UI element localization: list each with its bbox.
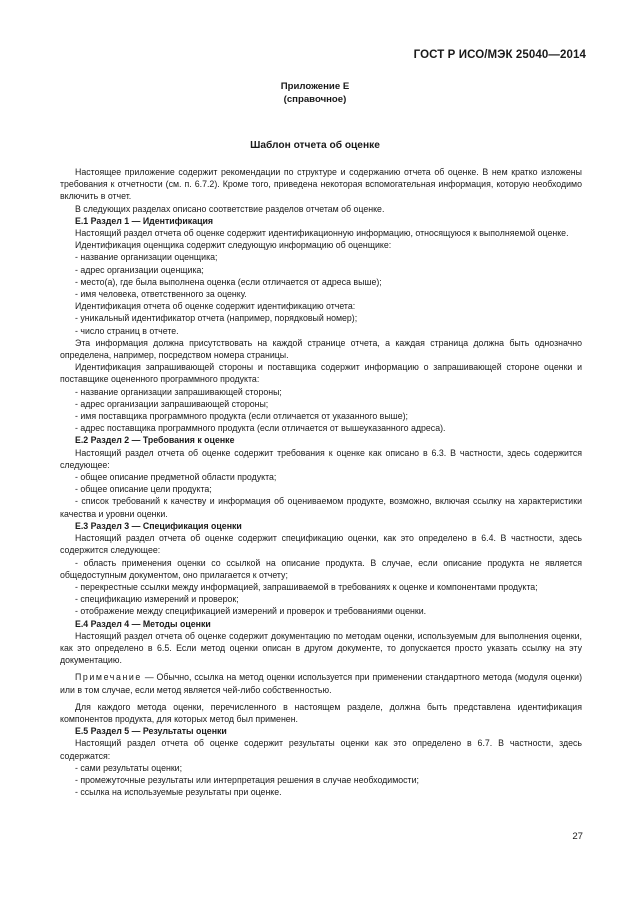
list-item: - спецификацию измерений и проверок; — [75, 594, 239, 605]
annex-kind: (справочное) — [283, 94, 347, 105]
document-title: Шаблон отчета об оценке — [250, 140, 380, 151]
document-body — [60, 166, 582, 798]
note-paragraph — [60, 671, 582, 695]
body-paragraph: Идентификация отчета об оценке содержит идентификацию отчета: — [75, 301, 356, 312]
annex-heading — [0, 80, 630, 106]
list-item: - область применения оценки со ссылкой на описание продукта. В случае, если описание продукта не является общедоступным документом, оно прилагается к отчету; — [60, 557, 582, 580]
list-item: - промежуточные результаты или интерпретация решения в случае необходимости; — [75, 774, 419, 785]
section-heading: Е.2 Раздел 2 — Требования к оценке — [75, 435, 235, 446]
list-item: - ссылка на используемые результаты при оценке. — [75, 787, 282, 798]
body-paragraph: Идентификация оценщика содержит следующую информацию об оценщике: — [75, 240, 392, 251]
section-heading: Е.3 Раздел 3 — Спецификация оценки — [75, 520, 242, 531]
list-item: - отображение между спецификацией измерений и проверок и требованиями оценки. — [75, 606, 427, 617]
body-paragraph: Идентификация запрашивающей стороны и поставщика содержит информацию о запрашивающей стороне оценки и поставщике оцененного программного продукта: — [60, 362, 582, 385]
note-label: Примечание — [75, 672, 142, 683]
list-item: - перекрестные ссылки между информацией, запрашиваемой в требованиях к оценке и компонентами продукта; — [75, 581, 538, 592]
list-item: - адрес организации оценщика; — [75, 264, 204, 275]
body-paragraph: Настоящий раздел отчета об оценке содержит результаты оценки как это определено в 6.7. В частности, здесь содержатся: — [60, 738, 582, 761]
body-paragraph: Настоящий раздел отчета об оценке содержит документацию по методам оценки, используемым для выполнения оценки, как это определено в 6.5. Если метод оценки описан в другом документе, то допускается просто указать ссылку на эту документацию. — [60, 630, 582, 666]
note-text: — Обычно, ссылка на метод оценки используется при применении стандартного метода (модуля оценки) или в том случае, если метод является чей-либо собственностью. — [60, 672, 582, 695]
list-item: - сами результаты оценки; — [75, 762, 183, 773]
body-paragraph: Эта информация должна присутствовать на каждой странице отчета, а каждая страница должна быть однозначно определена, например, посредством номера страницы. — [60, 337, 582, 361]
annex-label: Приложение Е — [280, 81, 350, 92]
section-heading: Е.1 Раздел 1 — Идентификация — [75, 215, 214, 226]
standard-header: ГОСТ Р ИСО/МЭК 25040—2014 — [413, 49, 586, 61]
body-paragraph: Настоящее приложение содержит рекомендации по структуре и содержанию отчета об оценке. В нем кратко изложены требования к отчетности (см. п. 6.7.2). Кроме того, приведена некоторая вспомогательная информация, которую необходимо включить в отчет. — [60, 167, 582, 202]
body-paragraph: Настоящий раздел отчета об оценке содержит спецификацию оценки, как это определено в 6.4. В частности, здесь содержится следующее: — [60, 533, 582, 556]
section-heading: Е.4 Раздел 4 — Методы оценки — [75, 618, 211, 629]
list-item: - имя человека, ответственного за оценку. — [75, 289, 247, 300]
list-item: - название организации оценщика; — [75, 252, 218, 263]
list-item: - название организации запрашивающей стороны; — [75, 386, 282, 397]
list-item: - место(а), где была выполнена оценка (если отличается от адреса выше); — [75, 276, 382, 287]
list-item: - общее описание цели продукта; — [75, 484, 212, 495]
body-paragraph: Для каждого метода оценки, перечисленного в настоящем разделе, должна быть представлена идентификация компонентов продукта, для которых метод был применен. — [60, 701, 582, 724]
page-number: 27 — [572, 831, 583, 842]
list-item: - общее описание предметной области продукта; — [75, 472, 277, 483]
body-paragraph: Настоящий раздел отчета об оценке содержит идентификационную информацию, относящуюся к выполняемой оценке. — [75, 228, 569, 239]
list-item: - число страниц в отчете. — [75, 325, 179, 336]
list-item: - адрес поставщика программного продукта (если отличается от вышеуказанного адреса). — [75, 423, 446, 434]
body-paragraph: Настоящий раздел отчета об оценке содержит требования к оценке как описано в 6.3. В частности, здесь содержится следующее: — [60, 447, 582, 470]
list-item: - имя поставщика программного продукта (если отличается от указанного выше); — [75, 411, 408, 422]
list-item: - список требований к качеству и информация об оцениваемом продукте, возможно, включая ссылку на характеристики качества и уровни оценки. — [60, 496, 582, 519]
list-item: - уникальный идентификатор отчета (например, порядковый номер); — [75, 313, 358, 324]
list-item: - адрес организации запрашивающей стороны; — [75, 398, 269, 409]
section-heading: Е.5 Раздел 5 — Результаты оценки — [75, 726, 227, 737]
body-paragraph: В следующих разделах описано соответствие разделов отчетам об оценке. — [75, 203, 385, 214]
